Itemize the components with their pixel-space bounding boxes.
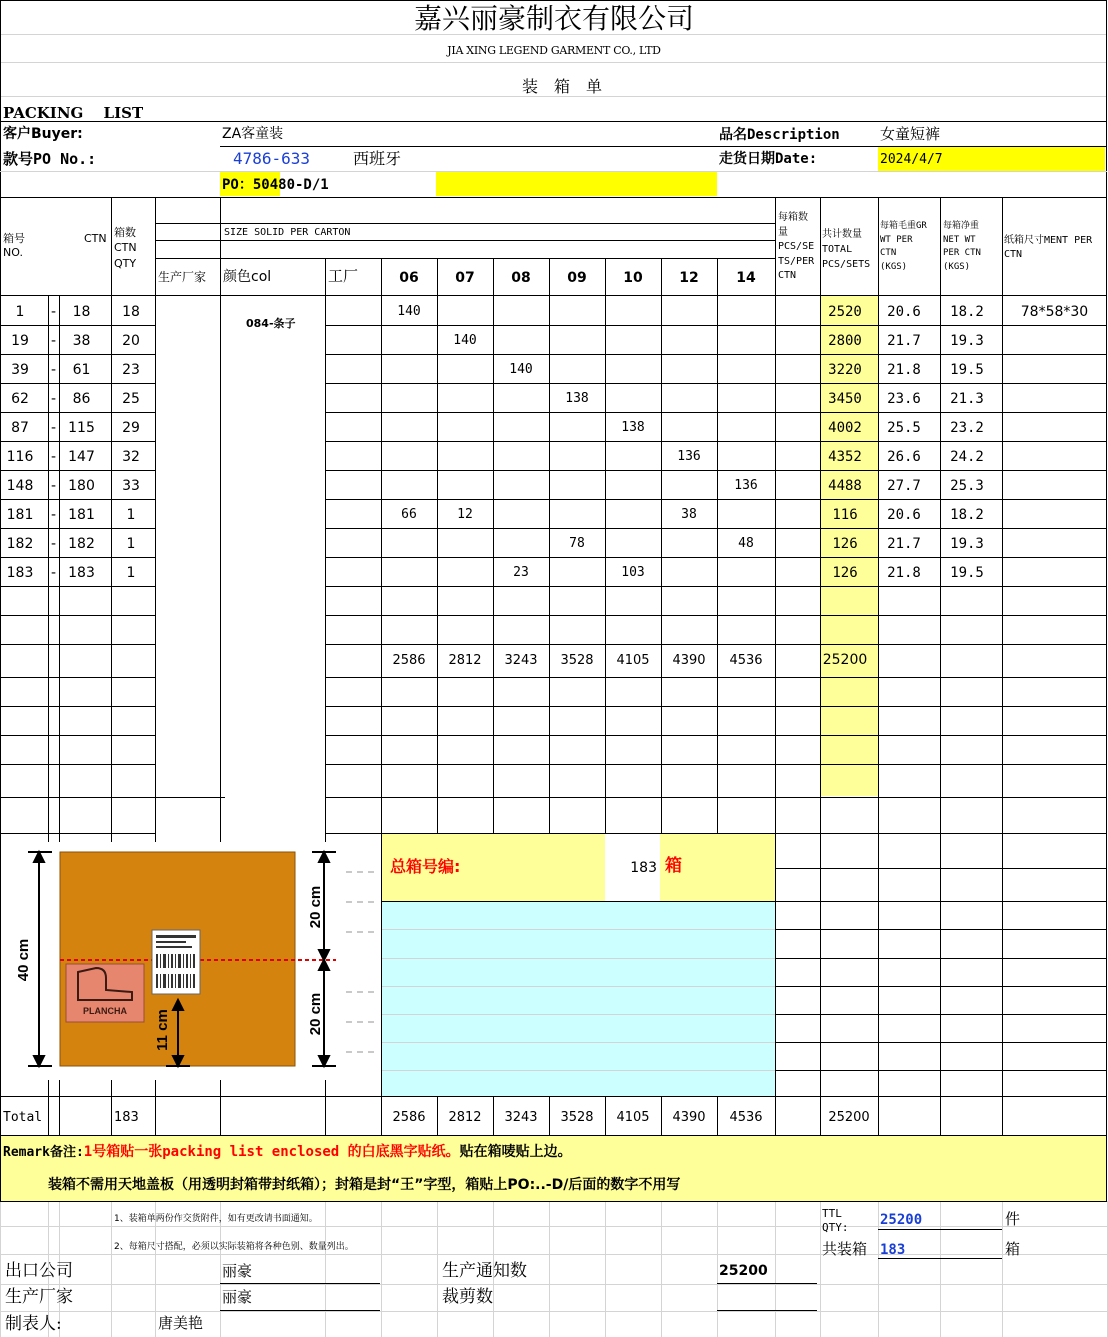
right-border (1106, 0, 1107, 1201)
row-line (325, 615, 1107, 616)
footer-underline (220, 1283, 380, 1284)
total-size: 4536 (729, 1110, 763, 1125)
carton-count: 20 (122, 333, 140, 349)
row-total: 2800 (828, 333, 862, 349)
row-line (775, 1042, 1107, 1043)
size-qty: 140 (509, 362, 533, 377)
total-size: 3243 (504, 1110, 538, 1125)
carton-count: 33 (122, 478, 140, 494)
color-header: 颜色col (223, 269, 272, 285)
net-weight: 23.2 (950, 420, 984, 436)
col-line (775, 197, 776, 1135)
gross-weight: 20.6 (887, 304, 921, 320)
row-line (0, 557, 155, 558)
box-from: 19 (11, 333, 29, 349)
total-size: 2812 (448, 1110, 482, 1125)
cell-grid-h (0, 96, 1107, 97)
hdr-line-1 (155, 223, 775, 224)
plancha-brand: PLANCHA (83, 1006, 127, 1016)
measurement-header: 纸箱尺寸MENT PER CTN (1004, 235, 1093, 260)
row-line (0, 677, 155, 678)
row-line (0, 586, 155, 587)
manufacturer-header: 生产厂家 (158, 270, 207, 284)
box-to: 18 (72, 304, 91, 320)
row-total: 3220 (828, 362, 862, 378)
row-line (0, 833, 155, 834)
net-weight: 18.2 (950, 507, 984, 523)
subtotal-total: 25200 (822, 652, 868, 668)
box-from: 39 (11, 362, 29, 378)
gross-weight: 26.6 (887, 449, 921, 465)
dim-11cm: 11 cm (154, 1009, 171, 1051)
size-solid-header: SIZE SOLID PER CARTON (224, 227, 351, 238)
box-dash: - (50, 333, 57, 349)
box-dash: - (50, 449, 57, 465)
total-size: 4105 (616, 1110, 650, 1125)
size-qty: 12 (457, 507, 473, 522)
net-weight: 24.2 (950, 449, 984, 465)
size-qty: 136 (734, 478, 758, 493)
remark-left (0, 1135, 1, 1201)
size-qty: 136 (677, 449, 701, 464)
carton-label-illustration (6, 842, 374, 1080)
cyan-line (381, 929, 775, 930)
measurement: 78*58*30 (1020, 304, 1089, 320)
ttl-qty-label: TTL QTY: (822, 1207, 849, 1234)
carton-count: 32 (122, 449, 140, 465)
row-line (325, 325, 1107, 326)
style-number: 4786-633 (233, 149, 311, 168)
row-total: 126 (832, 565, 858, 581)
total-qty: 25200 (828, 1110, 870, 1125)
total-qty-header: 共计数量 TOTAL PCS/SETS (822, 229, 871, 270)
box-from: 1 (15, 304, 25, 320)
cell-grid-h (0, 1311, 1107, 1312)
info-mid (0, 171, 1107, 172)
cell-grid-v (381, 1201, 382, 1337)
gross-weight: 20.6 (887, 507, 921, 523)
row-line (325, 470, 1107, 471)
total-size: 4390 (672, 1110, 706, 1125)
row-line (325, 383, 1107, 384)
box-from: 182 (6, 536, 34, 552)
preparer-label: 制表人: (5, 1314, 62, 1334)
box-to: 61 (72, 362, 91, 378)
row-line (0, 797, 155, 798)
size-qty: 140 (453, 333, 477, 348)
size-header-14: 14 (736, 270, 756, 286)
gross-weight: 25.5 (887, 420, 921, 436)
box-count-label: 总箱号编: (390, 857, 461, 876)
size-col-line (493, 258, 494, 833)
cell-grid-v (1002, 1201, 1003, 1337)
gross-weight: 21.7 (887, 333, 921, 349)
net-weight: 18.2 (950, 304, 984, 320)
box-to: 182 (68, 536, 95, 552)
cell-grid-v (775, 1201, 776, 1337)
box-dash: - (50, 304, 57, 320)
size-col-line (661, 258, 662, 833)
net-weight: 19.5 (950, 362, 984, 378)
cell-grid-v (437, 1201, 438, 1337)
box-to: 115 (68, 420, 95, 436)
cyan-line (381, 1014, 775, 1015)
total-boxes-label: 共装箱 (822, 1240, 868, 1258)
box-dash: - (50, 536, 57, 552)
cell-grid-v (111, 1201, 112, 1337)
date-value: 2024/4/7 (880, 152, 943, 167)
row-line (0, 412, 155, 413)
buyer-label: 客户Buyer: (3, 126, 83, 142)
row-line (325, 412, 1107, 413)
box-dash: - (50, 391, 57, 407)
size-qty: 140 (397, 304, 421, 319)
size-qty: 138 (621, 420, 645, 435)
net-weight: 19.3 (950, 536, 984, 552)
remark-prefix: Remark备注: (3, 1145, 84, 1160)
row-line (325, 528, 1107, 529)
subtotal-size: 4105 (616, 653, 650, 668)
gross-weight: 27.7 (887, 478, 921, 494)
row-line (325, 833, 1107, 834)
remark-red-text: 1号箱贴一张packing list enclosed 的白底黑字贴纸。 (83, 1144, 460, 1160)
gross-weight: 23.6 (887, 391, 921, 407)
row-line (0, 470, 155, 471)
manufacturer-label: 生产厂家 (5, 1287, 73, 1307)
pcs-per-ctn-header: 每箱数 量 PCS/SE TS/PER CTN (778, 212, 815, 281)
size-qty: 103 (621, 565, 645, 580)
footer-underline (220, 1310, 380, 1311)
ctn-qty-header: 箱数 CTN QTY (114, 226, 137, 270)
remark-top (0, 1135, 1107, 1136)
subtotal-size: 2812 (448, 653, 482, 668)
row-line (775, 1014, 1107, 1015)
row-total: 3450 (828, 391, 862, 407)
net-weight: 19.3 (950, 333, 984, 349)
cell-grid-h (0, 1226, 1107, 1227)
carton-count: 1 (126, 536, 136, 552)
ttl-qty-unit: 件 (1005, 1210, 1021, 1228)
cell-grid-h (0, 1284, 1107, 1285)
cyan-line (381, 1042, 775, 1043)
carton-count: 18 (122, 304, 140, 320)
factory-header: 工厂 (328, 267, 359, 285)
packing-list-title: PACKING LIST (3, 104, 144, 122)
total-boxes-unit: 箱 (1005, 1240, 1021, 1258)
row-line (325, 441, 1107, 442)
row-total: 4488 (828, 478, 862, 494)
row-line (0, 735, 155, 736)
buyer-value: ZA客童装 (222, 126, 284, 142)
remark-bottom (0, 1201, 1107, 1202)
ttl-qty-value: 25200 (880, 1212, 923, 1228)
box-count-unit: 箱 (665, 856, 682, 876)
row-line (0, 383, 155, 384)
subtotal-size: 2586 (392, 653, 426, 668)
company-name-cn: 嘉兴丽豪制衣有限公司 (413, 2, 694, 35)
gross-weight: 21.8 (887, 362, 921, 378)
cell-grid-v (878, 1201, 879, 1337)
ctn-header: CTN (84, 232, 107, 245)
subtotal-size: 3528 (560, 653, 594, 668)
box-to: 38 (72, 333, 91, 349)
row-line (155, 797, 225, 798)
row-line (0, 354, 155, 355)
cyan-area (381, 901, 775, 1096)
cell-grid-v (325, 1201, 326, 1337)
footer-underline (717, 1310, 817, 1311)
row-line (325, 677, 1107, 678)
po-label: 款号PO No.: (3, 150, 97, 168)
row-line (0, 499, 155, 500)
subtotal-size: 4536 (729, 653, 763, 668)
carton-count: 23 (122, 362, 140, 378)
ttl-underline (878, 1229, 1002, 1230)
company-name-en: JIA XING LEGEND GARMENT CO., LTD (447, 44, 661, 57)
size-qty: 78 (569, 536, 585, 551)
net-weight: 19.5 (950, 565, 984, 581)
cell-grid-h (0, 1254, 1107, 1255)
box-dash: - (50, 565, 57, 581)
total-label: Total (3, 1110, 43, 1125)
row-line (325, 557, 1107, 558)
po-number: PO：50480-D/1 (222, 177, 329, 193)
box-to: 181 (68, 507, 95, 523)
production-notice-label: 生产通知数 (442, 1261, 527, 1281)
size-qty: 66 (401, 507, 417, 522)
row-line (325, 644, 1107, 645)
illustration-right (381, 833, 382, 1096)
gross-weight: 21.7 (887, 536, 921, 552)
desc-underline (717, 146, 1107, 147)
size-col-line (605, 258, 606, 833)
carton-count: 1 (126, 565, 136, 581)
row-line (0, 528, 155, 529)
hdr-line-2 (155, 240, 775, 241)
total-top (0, 1096, 1107, 1097)
box-number-header: 箱号 NO. (3, 232, 25, 260)
box-from: 87 (11, 420, 29, 436)
box-to: 183 (68, 565, 95, 581)
carton-count: 1 (126, 507, 136, 523)
subtotal-size: 3243 (504, 653, 538, 668)
row-line (325, 735, 1107, 736)
note-1: 1、装箱单两份作交货附件，如有更改请书面通知。 (114, 1214, 318, 1224)
size-header-10: 10 (623, 270, 643, 286)
size-qty: 38 (681, 507, 697, 522)
row-total: 4352 (828, 449, 862, 465)
cell-grid-v (940, 1201, 941, 1337)
row-line (325, 706, 1107, 707)
export-company-value: 丽豪 (222, 1262, 253, 1280)
size-header-07: 07 (455, 270, 475, 286)
cell-grid-v (549, 1201, 550, 1337)
cyan-line (381, 1070, 775, 1071)
note-2: 2、每箱尺寸搭配，必须以实际装箱将各种色别、数量列出。 (114, 1242, 354, 1252)
size-qty: 48 (738, 536, 754, 551)
destination-country: 西班牙 (353, 149, 402, 168)
box-to: 147 (68, 449, 95, 465)
carton-count: 25 (122, 391, 140, 407)
box-dash: - (50, 507, 57, 523)
manufacturer-value: 丽豪 (222, 1288, 253, 1306)
footer-underline (717, 1283, 817, 1284)
box-count-value: 183 (630, 860, 657, 876)
size-qty: 138 (565, 391, 589, 406)
box-from: 183 (6, 565, 34, 581)
row-line (775, 929, 1107, 930)
row-line (325, 499, 1107, 500)
row-line (775, 1070, 1107, 1071)
net-weight: 25.3 (950, 478, 984, 494)
subtotal-size: 4390 (672, 653, 706, 668)
row-line (0, 615, 155, 616)
row-line (0, 764, 155, 765)
row-line (0, 441, 155, 442)
cell-grid-v (717, 1201, 718, 1337)
box-dash: - (50, 478, 57, 494)
hdr-line-3 (155, 258, 775, 259)
boxes-underline (878, 1258, 1002, 1259)
total-size: 3528 (560, 1110, 594, 1125)
box-from: 62 (11, 391, 29, 407)
cyan-line (381, 958, 775, 959)
description-label: 品名Description (719, 127, 840, 143)
row-total: 116 (832, 507, 858, 523)
buyer-underline (220, 146, 717, 147)
cutting-qty-label: 裁剪数 (442, 1287, 493, 1307)
carton-count: 29 (122, 420, 140, 436)
remark-line-1 (3, 1145, 572, 1159)
production-notice-value: 25200 (719, 1263, 768, 1279)
preparer-value: 唐美艳 (158, 1314, 204, 1332)
box-to: 86 (72, 391, 91, 407)
box-dash: - (50, 420, 57, 436)
po-highlight-b (436, 172, 717, 196)
size-header-08: 08 (511, 270, 531, 286)
row-line (325, 764, 1107, 765)
size-qty: 23 (513, 565, 529, 580)
size-header-06: 06 (399, 270, 419, 286)
cell-grid-v (820, 1201, 821, 1337)
row-line (381, 901, 1107, 902)
cell-grid-h (0, 62, 1107, 63)
col-line (1002, 197, 1003, 1135)
row-line (775, 986, 1107, 987)
row-line (775, 958, 1107, 959)
row-total: 4002 (828, 420, 862, 436)
cyan-line (381, 986, 775, 987)
cell-grid-v (661, 1201, 662, 1337)
cell-grid-v (605, 1201, 606, 1337)
info-top (0, 121, 1107, 122)
row-line (0, 325, 155, 326)
date-label: 走货日期Date: (719, 151, 818, 167)
size-header-09: 09 (567, 270, 587, 286)
dim-40cm: 40 cm (15, 938, 32, 982)
gross-weight: 21.8 (887, 565, 921, 581)
remark-right (1106, 1135, 1107, 1201)
box-dash: - (50, 362, 57, 378)
color-value: 084-条子 (246, 317, 296, 330)
row-line (0, 644, 155, 645)
row-line (0, 706, 155, 707)
row-total: 2520 (828, 304, 862, 320)
row-line (775, 868, 1107, 869)
box-to: 180 (68, 478, 95, 494)
row-line (325, 797, 1107, 798)
dim-20cm-bottom: 20 cm (307, 992, 324, 1036)
remark-black-text: 贴在箱唛贴上边。 (459, 1144, 572, 1160)
gross-weight-header: 每箱毛重GR WT PER CTN (KGS) (880, 221, 927, 272)
row-line (325, 354, 1107, 355)
box-from: 148 (6, 478, 34, 494)
export-company-label: 出口公司 (5, 1261, 73, 1281)
total-size: 2586 (392, 1110, 426, 1125)
row-line (325, 586, 1107, 587)
net-weight: 21.3 (950, 391, 984, 407)
description-value: 女童短裤 (880, 125, 941, 143)
box-from: 181 (6, 507, 34, 523)
remark-line-2: 装箱不需用天地盖板（用透明封箱带封纸箱）；封箱是封“王”字型，箱贴上PO:..-D/后面的数字不用写 (48, 1177, 681, 1193)
row-total: 126 (832, 536, 858, 552)
top-border (0, 0, 1107, 1)
document-title: 装 箱 单 (521, 77, 602, 96)
dim-20cm-top: 20 cm (307, 885, 324, 929)
cell-grid-v (0, 1201, 1, 1337)
total-ctns: 183 (114, 1110, 139, 1125)
total-boxes-value: 183 (880, 1242, 906, 1258)
box-from: 116 (6, 449, 34, 465)
size-header-12: 12 (679, 270, 699, 286)
net-weight-header: 每箱净重 NET WT PER CTN (KGS) (943, 221, 981, 272)
